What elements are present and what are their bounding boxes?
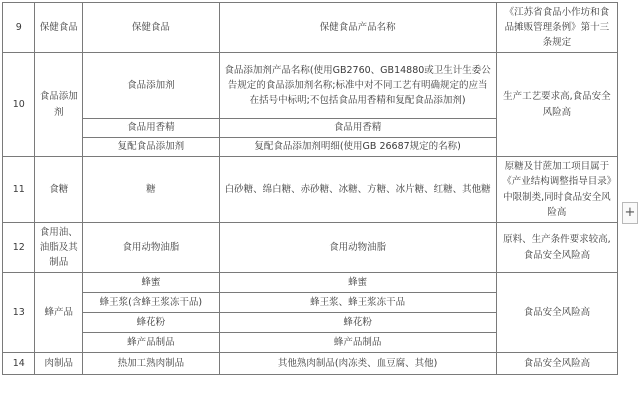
table-row (3, 53, 618, 119)
category-cell: 保健食品 (35, 3, 83, 53)
subcategory-cell: 热加工熟肉制品 (83, 353, 219, 375)
category-cell: 肉制品 (35, 353, 83, 375)
subcategory-cell: 食品用香精 (83, 119, 219, 138)
row-number: 14 (3, 353, 35, 375)
category-cell: 食品添加剂 (35, 53, 83, 157)
row-number: 11 (3, 157, 35, 223)
subcategory-cell: 食用动物油脂 (83, 223, 219, 273)
product-name-cell: 蜂花粉 (219, 313, 496, 333)
subcategory-cell: 蜂产品制品 (83, 333, 219, 353)
table-row (3, 223, 618, 273)
subcategory-cell: 保健食品 (83, 3, 219, 53)
product-name-cell: 蜂产品制品 (219, 333, 496, 353)
table-row (3, 353, 618, 375)
product-name-cell: 食用动物油脂 (219, 223, 496, 273)
product-name-cell: 保健食品产品名称 (219, 3, 496, 53)
product-name-cell: 其他熟肉制品(肉冻类、血豆腐、其他) (219, 353, 496, 375)
category-cell: 食用油、油脂及其制品 (35, 223, 83, 273)
row-number: 9 (3, 3, 35, 53)
product-name-cell: 蜂王浆、蜂王浆冻干品 (219, 293, 496, 313)
basis-cell: 原糖及甘蔗加工项目属于《产业结构调整指导目录》中限制类,同时食品安全风险高 (496, 157, 617, 223)
row-number: 12 (3, 223, 35, 273)
expand-button[interactable]: + (622, 202, 638, 224)
subcategory-cell: 蜂王浆(含蜂王浆冻干品) (83, 293, 219, 313)
basis-cell: 原料、生产条件要求较高,食品安全风险高 (496, 223, 617, 273)
basis-cell: 食品安全风险高 (496, 273, 617, 353)
category-cell: 蜂产品 (35, 273, 83, 353)
basis-cell: 生产工艺要求高,食品安全风险高 (496, 53, 617, 157)
product-name-cell: 食品用香精 (219, 119, 496, 138)
regulation-table (2, 2, 618, 375)
category-cell: 食糖 (35, 157, 83, 223)
subcategory-cell: 蜂蜜 (83, 273, 219, 293)
subcategory-cell: 复配食品添加剂 (83, 138, 219, 157)
subcategory-cell: 蜂花粉 (83, 313, 219, 333)
table-row (3, 157, 618, 223)
table-row (3, 3, 618, 53)
product-name-cell: 食品添加剂产品名称(使用GB2760、GB14880或卫生计生委公告规定的食品添加剂名称;标准中对不同工艺有明确规定的应当在括号中标明;不包括食品用香精和复配食品添加剂) (219, 53, 496, 119)
basis-cell: 《江苏省食品小作坊和食品摊贩管理条例》第十三条规定 (496, 3, 617, 53)
table-row (3, 273, 618, 293)
subcategory-cell: 食品添加剂 (83, 53, 219, 119)
subcategory-cell: 糖 (83, 157, 219, 223)
row-number: 13 (3, 273, 35, 353)
product-name-cell: 白砂糖、绵白糖、赤砂糖、冰糖、方糖、冰片糖、红糖、其他糖 (219, 157, 496, 223)
row-number: 10 (3, 53, 35, 157)
basis-cell: 食品安全风险高 (496, 353, 617, 375)
product-name-cell: 蜂蜜 (219, 273, 496, 293)
product-name-cell: 复配食品添加剂明细(使用GB 26687规定的名称) (219, 138, 496, 157)
